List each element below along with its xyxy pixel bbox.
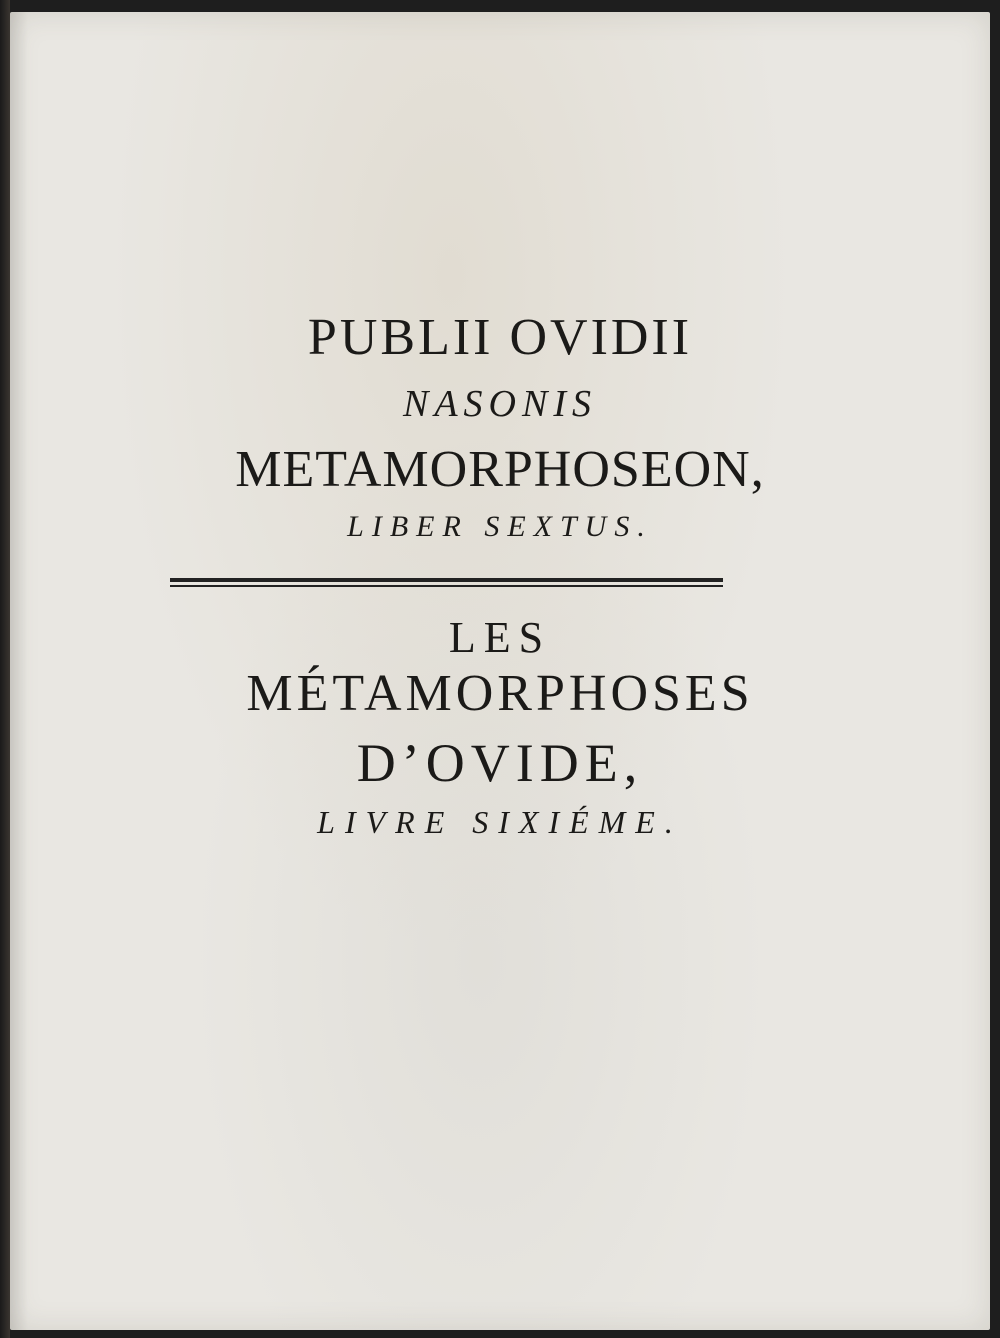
rule-thin-line [170, 585, 723, 587]
french-book-number: LIVRE SIXIÉME. [317, 804, 683, 840]
latin-title-cognomen: NASONIS [403, 383, 597, 425]
rule-thick-line [170, 578, 723, 582]
latin-book-number: LIBER SEXTUS. [347, 510, 653, 543]
french-title-article: LES [448, 613, 552, 662]
french-title-author: D’OVIDE, [356, 733, 644, 793]
double-rule-divider [170, 578, 723, 588]
latin-title-author: PUBLII OVIDII [307, 309, 693, 366]
latin-title-work: METAMORPHOSEON, [235, 441, 765, 498]
french-title-work: MÉTAMORPHOSES [246, 665, 754, 722]
